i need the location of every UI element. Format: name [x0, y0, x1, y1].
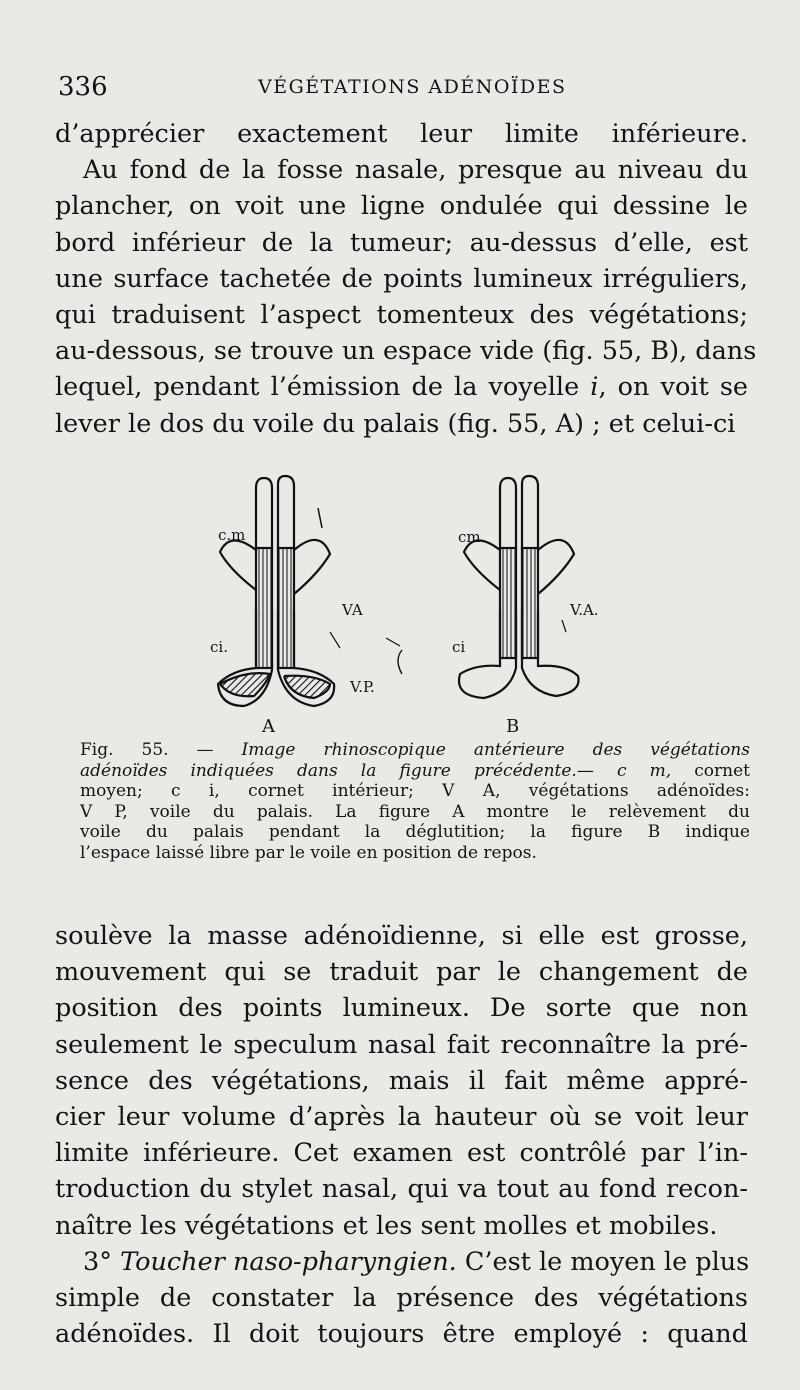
caption-title: adénoïdes indiquées dans la figure précédente. — [80, 760, 577, 781]
caption-line — [80, 740, 750, 761]
text-line: seulement le speculum nasal fait reconnaître la pré- — [55, 1029, 748, 1060]
drawing-a — [218, 476, 402, 706]
caption-cm: — c m, — [576, 760, 672, 781]
text-line: troduction du stylet nasal, qui va tout au fond recon- — [55, 1174, 748, 1205]
text-segment: , on voit se — [598, 372, 748, 403]
section-title: Toucher naso-pharyngien. — [120, 1246, 457, 1277]
caption-line: moyen; c i, cornet intérieur; V A, végétations adénoïdes: — [80, 781, 750, 801]
text-line — [55, 1244, 748, 1280]
italic-vowel: i — [590, 372, 599, 403]
text-line: qui traduisent l’aspect tomenteux des végétations; — [55, 300, 748, 331]
text-line: d’apprécier exactement leur limite inférieure. — [55, 119, 748, 149]
label-cornet-inferieur-b: ci — [452, 638, 466, 656]
paragraph-speculum — [55, 918, 748, 1352]
text-line: sence des végétations, mais il fait même appré- — [55, 1065, 748, 1096]
section-number: 3° — [83, 1246, 121, 1277]
page-header — [58, 72, 750, 106]
text-line: position des points lumineux. De sorte que non — [55, 993, 748, 1024]
text-line: bord inférieur de la tumeur; au-dessus d’elle, est — [55, 227, 748, 258]
text-line: une surface tachetée de points lumineux irréguliers, — [55, 263, 748, 294]
label-vegetations-b: V.A. — [570, 601, 599, 619]
running-title: VÉGÉTATIONS ADÉNOÏDES — [258, 76, 567, 98]
caption-line: V P, voile du palais. La figure A montre le relèvement du — [80, 801, 750, 822]
figure-letter-a: A — [262, 716, 275, 737]
text-line: cier leur volume d’après la hauteur où se voit leur — [55, 1102, 748, 1133]
text-line: Au fond de la fosse nasale, presque au niveau du — [83, 155, 748, 186]
paragraph-rhinoscopy — [55, 116, 757, 442]
label-voile-palais-a: V.P. — [350, 678, 375, 696]
caption-fig-ref: Fig. 55. — — [80, 740, 214, 760]
caption-line: voile du palais pendant la déglutition; la figure B indique — [80, 822, 750, 842]
figure-letter-b: B — [506, 716, 520, 737]
caption-line — [80, 761, 750, 782]
figure-caption — [80, 740, 750, 863]
caption-text: cornet — [671, 760, 750, 781]
text-line: au-dessous, se trouve un espace vide (fig. 55, B), dans — [55, 336, 757, 367]
caption-title: Image rhinoscopique antérieure des végétations — [241, 740, 750, 760]
label-cornet-moyen-b: cm — [458, 528, 481, 546]
text-line: mouvement qui se traduit par le changement de — [55, 957, 748, 988]
drawing-b — [459, 476, 579, 698]
label-cornet-moyen-a: c.m — [218, 526, 246, 544]
text-line: adénoïdes. Il doit toujours être employé : quand — [55, 1319, 748, 1350]
text-segment: lequel, pendant l’émission de la voyelle — [55, 372, 591, 403]
text-line: limite inférieure. Cet examen est contrôlé par l’in- — [55, 1138, 748, 1169]
text-line: soulève la masse adénoïdienne, si elle est grosse, — [55, 921, 748, 951]
text-line — [55, 369, 748, 405]
label-cornet-inferieur-a: ci. — [210, 638, 228, 656]
text-line: simple de constater la présence des végétations — [55, 1283, 748, 1314]
text-line: plancher, on voit une ligne ondulée qui dessine le — [55, 191, 748, 222]
label-vegetations-a: VA — [342, 601, 363, 619]
text-line: lever le dos du voile du palais (fig. 55, A) ; et celui-ci — [55, 408, 736, 439]
caption-line: l’espace laissé libre par le voile en position de repos. — [80, 842, 537, 863]
text-line: naître les végétations et les sent molles et mobiles. — [55, 1210, 718, 1241]
text-segment: C’est le moyen le plus — [456, 1246, 750, 1277]
figure-rhinoscopic-image — [190, 470, 610, 740]
page-number: 336 — [58, 72, 108, 102]
